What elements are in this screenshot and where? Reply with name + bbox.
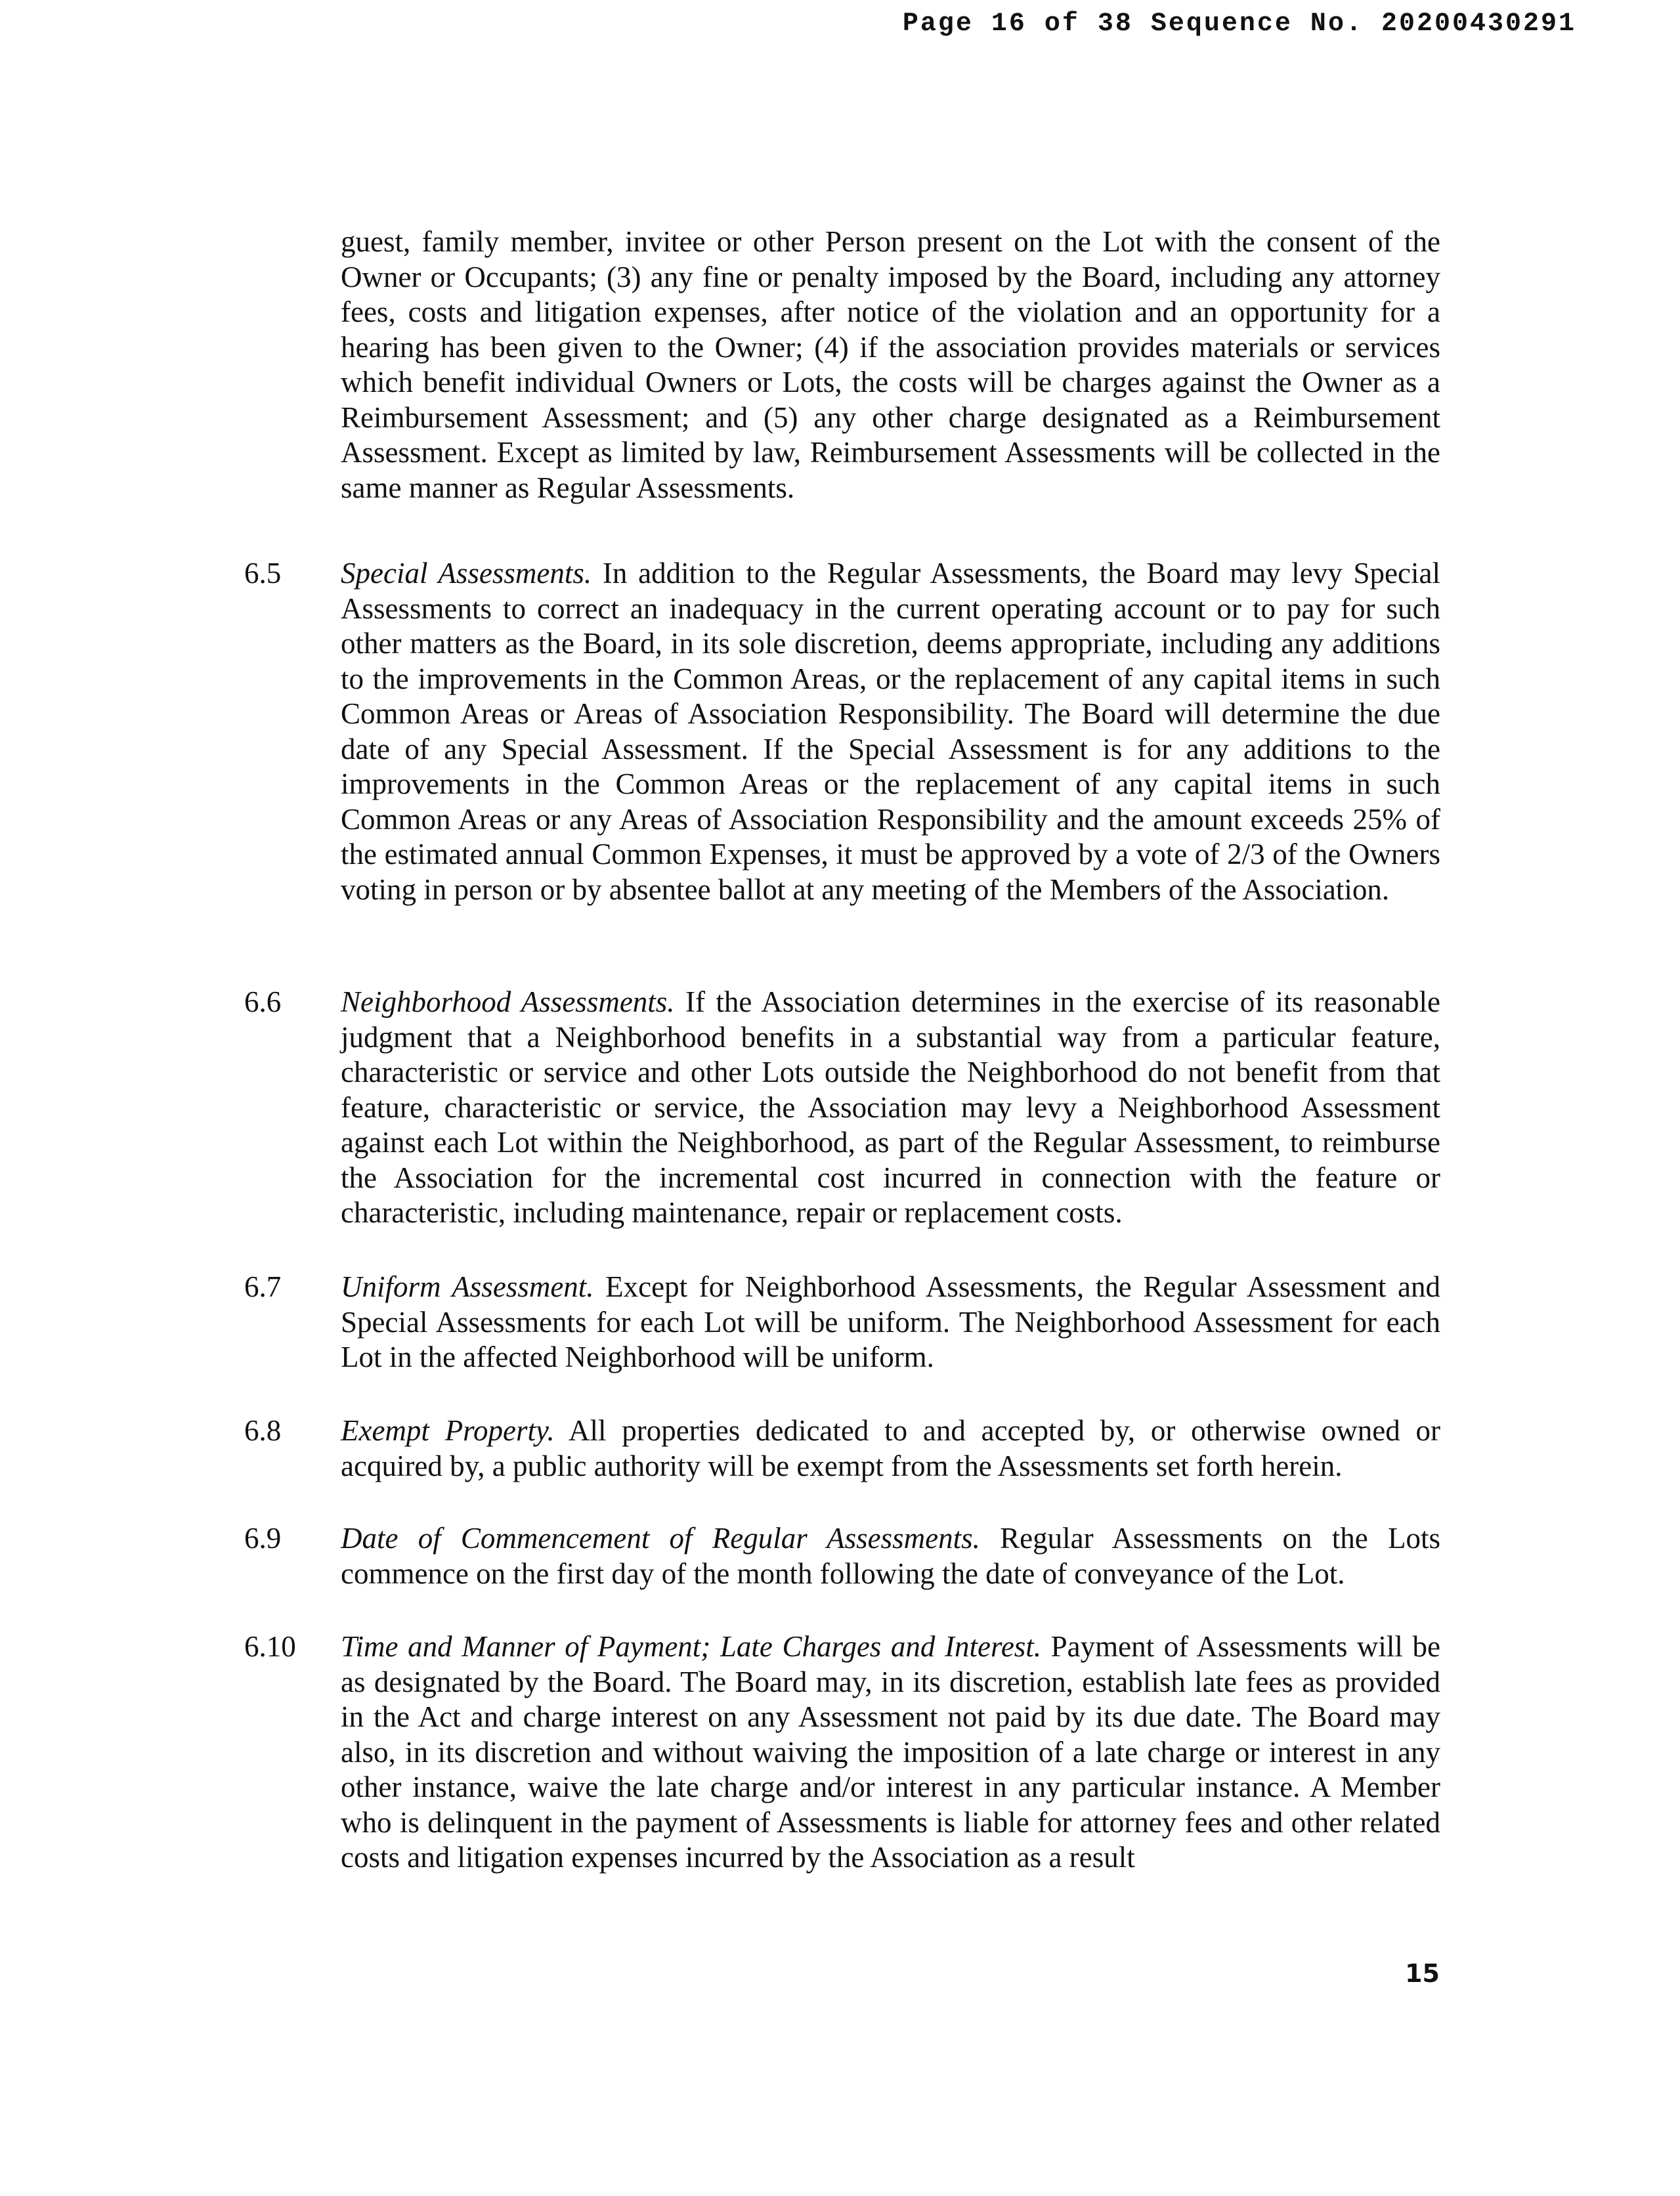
- section-body: [341, 985, 1440, 1231]
- section-heading: Exempt Property.: [341, 1414, 555, 1447]
- section-body: [341, 1413, 1440, 1484]
- section-body: [341, 556, 1440, 907]
- section-number: 6.7: [244, 1270, 282, 1303]
- section-heading: Neighborhood Assessments.: [341, 985, 675, 1018]
- continuation-paragraph: guest, family member, invitee or other Person present on the Lot with the consent of the Owner or Occupants; (3) any fine or penalty imposed by the Board, including any attorney fees, costs and litigation expenses, after notice of the violation and an opportunity for a hearing has been given to the Owner; (4) if the association provides materials or services which benefit individual Owners or Lots, the costs will be charges against the Owner as a Reimbursement Assessment; and (5) any other charge designated as a Reimbursement Assessment. Except as limited by law, Reimbursement Assessments will be collected in the same manner as Regular Assessments.: [341, 225, 1440, 504]
- section-heading: Uniform Assessment.: [341, 1270, 594, 1303]
- section-number: 6.10: [244, 1630, 296, 1663]
- section-body: [341, 1521, 1440, 1591]
- section-body: [341, 1629, 1440, 1876]
- section-text: All properties dedicated to and accepted by, or otherwise owned or acquired by, a public authority will be exempt from the Assessments set forth herein.: [341, 1414, 1440, 1482]
- page-number: 15: [1405, 1959, 1440, 1988]
- section-text: If the Association determines in the exercise of its reasonable judgment that a Neighborhood benefits in a substantial way from a particular feature, characteristic or service and other Lots outside the Neighborhood do not benefit from that feature, characteristic or service, the Association may levy a Neighborhood Assessment against each Lot within the Neighborhood, as part of the Regular Assessment, to reimburse the Association for the incremental cost incurred in connection with the feature or characteristic, including maintenance, repair or replacement costs.: [341, 985, 1440, 1229]
- section-number: 6.9: [244, 1522, 282, 1555]
- section-text: Except for Neighborhood Assessments, the Regular Assessment and Special Assessments for each Lot will be uniform. The Neighborhood Assessment for each Lot in the affected Neighborhood will be uniform.: [341, 1270, 1440, 1373]
- section-text: Regular Assessments on the Lots commence on the first day of the month following the date of conveyance of the Lot.: [341, 1522, 1440, 1590]
- section-text: In addition to the Regular Assessments, the Board may levy Special Assessments to correct an inadequacy in the current operating account or to pay for such other matters as the Board, in its sole discretion, deems appropriate, including any additions to the improvements in the Common Areas, or the replacement of any capital items in such Common Areas or Areas of Association Responsibility. The Board will determine the due date of any Special Assessment. If the Special Assessment is for any additions to the improvements in the Common Areas or the replacement of any capital items in such Common Areas or any Areas of Association Responsibility and the amount exceeds 25% of the estimated annual Common Expenses, it must be approved by a vote of 2/3 of the Owners voting in person or by absentee ballot at any meeting of the Members of the Association.: [341, 557, 1440, 906]
- section-body: [341, 1270, 1440, 1375]
- section-number: 6.6: [244, 985, 282, 1018]
- section-number: 6.8: [244, 1414, 282, 1447]
- section-text: Payment of Assessments will be as designated by the Board. The Board may, in its discretion, establish late fees as provided in the Act and charge interest on any Assessment not paid by its due date. The Board may also, in its discretion and without waiving the imposition of a late charge or interest in any other instance, waive the late charge and/or interest in any particular instance. A Member who is delinquent in the payment of Assessments is liable for attorney fees and other related costs and litigation expenses incurred by the Association as a result: [341, 1630, 1441, 1874]
- recording-stamp: Page 16 of 38 Sequence No. 20200430291: [902, 9, 1576, 39]
- section-heading: Date of Commencement of Regular Assessments.: [341, 1522, 980, 1555]
- section-heading: Special Assessments.: [341, 557, 592, 590]
- section-number: 6.5: [244, 557, 282, 590]
- section-heading: Time and Manner of Payment; Late Charges and Interest.: [341, 1630, 1042, 1663]
